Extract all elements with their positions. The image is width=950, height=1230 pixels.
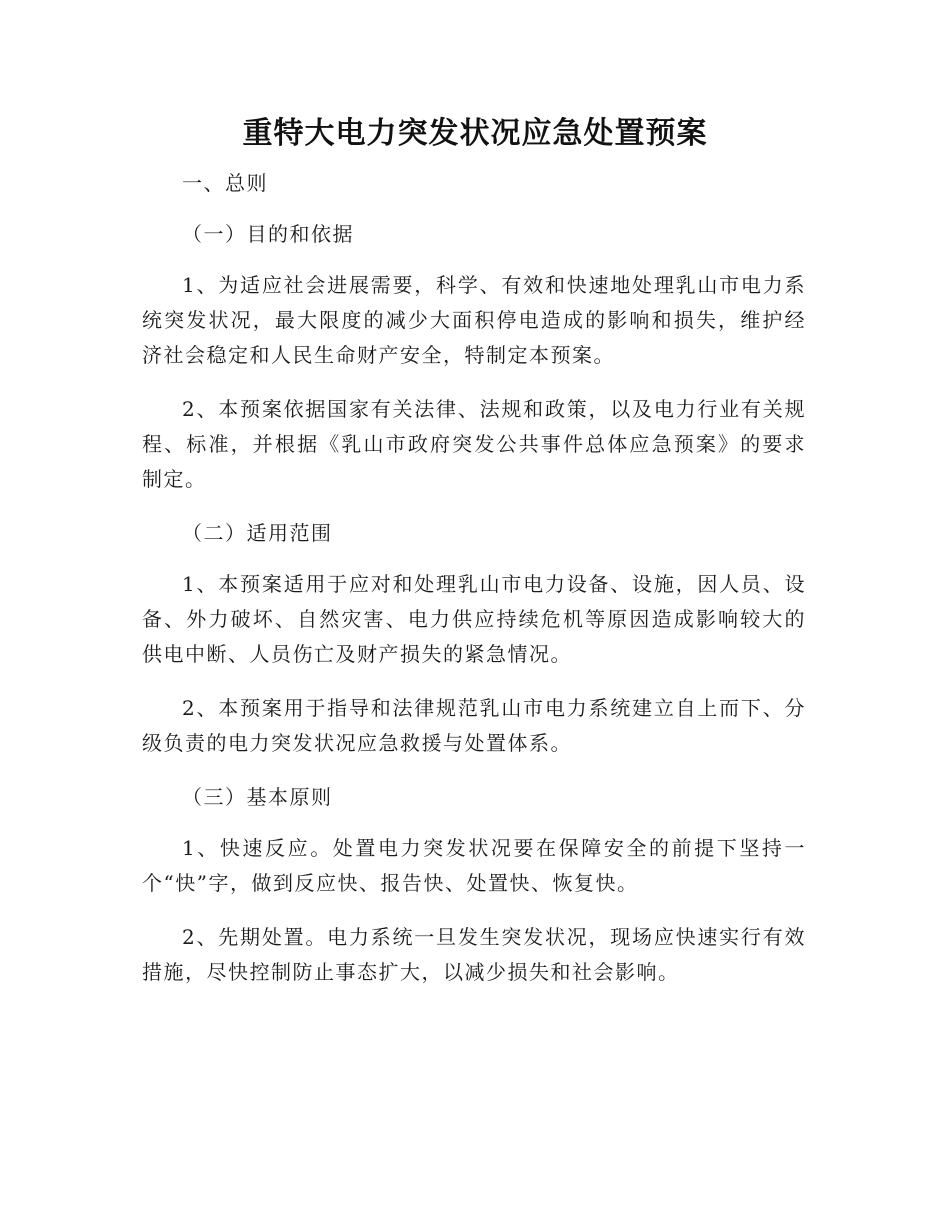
- paragraph: 2、先期处置。电力系统一旦发生突发状况，现场应快速实行有效措施，尽快控制防止事态扩大，以减少损失和社会影响。: [142, 925, 806, 984]
- paragraph: 1、为适应社会进展需要，科学、有效和快速地处理乳山市电力系统突发状况，最大限度的减少大面积停电造成的影响和损失，维护经济社会稳定和人民生命财产安全，特制定本预案。: [142, 273, 806, 367]
- subsection-heading: （三）基本原则: [182, 785, 333, 809]
- paragraph: 1、本预案适用于应对和处理乳山市电力设备、设施，因人员、设备、外力破坏、自然灾害、电力供应持续危机等原因造成影响较大的供电中断、人员伤亡及财产损失的紧急情况。: [142, 572, 806, 666]
- subsection-heading: （一）目的和依据: [182, 222, 354, 246]
- paragraph: 2、本预案用于指导和法律规范乳山市电力系统建立自上而下、分级负责的电力突发状况应急救援与处置体系。: [142, 696, 806, 755]
- paragraph: 2、本预案依据国家有关法律、法规和政策，以及电力行业有关规程、标准，并根据《乳山市政府突发公共事件总体应急预案》的要求制定。: [142, 397, 806, 491]
- document-title: 重特大电力突发状况应急处置预案: [242, 116, 708, 151]
- document-body: [142, 166, 806, 1009]
- section-heading: 一、总则: [182, 171, 268, 195]
- paragraph: 1、快速反应。处置电力突发状况要在保障安全的前提下坚持一个“快”字，做到反应快、报告快、处置快、恢复快。: [142, 836, 806, 895]
- subsection-heading: （二）适用范围: [182, 521, 333, 545]
